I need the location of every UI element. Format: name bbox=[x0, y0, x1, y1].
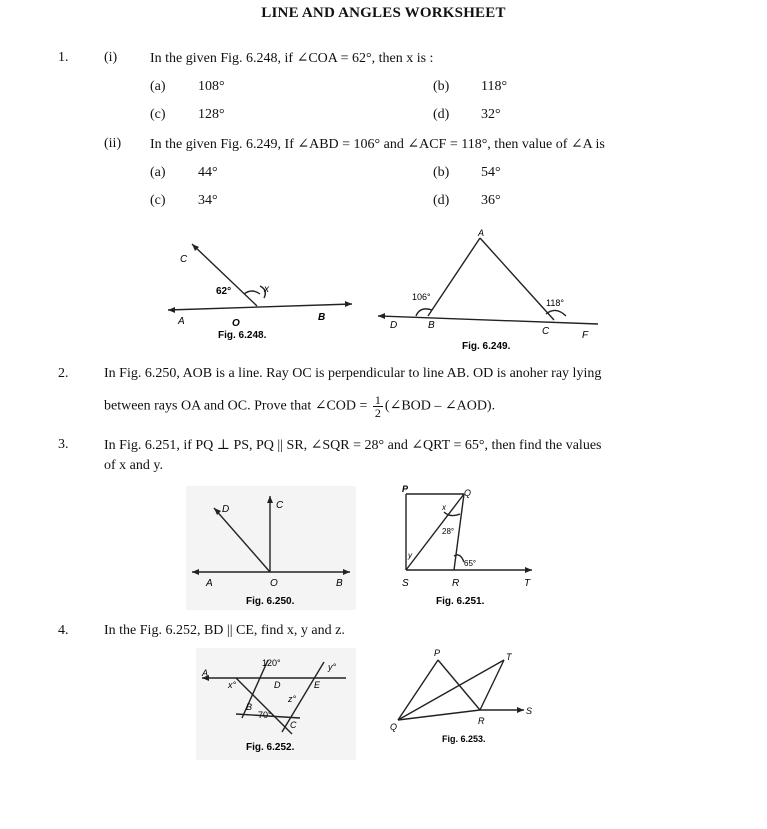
point-c-label: C bbox=[290, 720, 297, 730]
point-o-label: O bbox=[270, 578, 278, 589]
angle-28-label: 28° bbox=[442, 527, 455, 536]
point-f-label: F bbox=[582, 330, 589, 341]
option-label: (c) bbox=[150, 193, 166, 208]
point-c-label: C bbox=[542, 326, 550, 337]
angle-120-label: 120° bbox=[262, 658, 281, 668]
page-title: LINE AND ANGLES WORKSHEET bbox=[261, 5, 506, 21]
q1-part-i-text: In the given Fig. 6.248, if ∠COA = 62°, then x is : bbox=[150, 51, 434, 66]
option-label: (b) bbox=[433, 79, 450, 94]
point-b-label: B bbox=[246, 702, 253, 712]
point-s-label: S bbox=[402, 578, 409, 589]
angle-70-label: 70° bbox=[258, 710, 272, 720]
q3-line2: of x and y. bbox=[104, 458, 163, 473]
angle-x-label: x° bbox=[228, 680, 237, 690]
q1-number: 1. bbox=[58, 50, 69, 65]
q1-part-i-label: (i) bbox=[104, 50, 118, 65]
point-s-label: S bbox=[526, 706, 533, 716]
q2-line2-tail: (∠BOD – ∠AOD). bbox=[384, 398, 496, 414]
q1-part-ii-text: In the given Fig. 6.249, If ∠ABD = 106° and ∠ACF = 118°, then value of ∠A is bbox=[150, 137, 605, 152]
point-d-label: D bbox=[390, 320, 398, 331]
point-d-label: D bbox=[222, 504, 230, 515]
q4-number: 4. bbox=[58, 623, 69, 638]
arrow-right-icon bbox=[525, 567, 532, 573]
angle-62-label: 62° bbox=[216, 286, 232, 297]
point-e-label: E bbox=[314, 680, 321, 690]
point-a-label: A bbox=[206, 578, 213, 589]
point-q-label: Q bbox=[464, 488, 472, 498]
option-label: (b) bbox=[433, 165, 450, 180]
figure-caption: Fig. 6.249. bbox=[462, 341, 511, 352]
q2-line2 bbox=[104, 394, 495, 419]
point-b-label: B bbox=[336, 578, 343, 589]
option-value: 36° bbox=[481, 193, 501, 208]
option-value: 34° bbox=[198, 193, 218, 208]
point-a-label: A bbox=[202, 668, 209, 678]
angle-118-label: 118° bbox=[546, 298, 564, 308]
angle-y-label: y° bbox=[328, 662, 337, 672]
point-b-label: B bbox=[318, 312, 326, 323]
angle-y-label: y bbox=[408, 551, 412, 560]
figure-6-253 bbox=[384, 648, 540, 758]
point-r-label: R bbox=[478, 716, 485, 726]
option-label: (c) bbox=[150, 107, 166, 122]
point-t-label: T bbox=[506, 652, 512, 662]
option-label: (d) bbox=[433, 193, 450, 208]
option-label: (a) bbox=[150, 79, 166, 94]
option-value: 32° bbox=[481, 107, 501, 122]
arrow-right-icon bbox=[517, 707, 524, 713]
figure-6-251 bbox=[394, 482, 550, 612]
q2-line1: In Fig. 6.250, AOB is a line. Ray OC is perpendicular to line AB. OD is anoher ray lying bbox=[104, 366, 602, 381]
point-a-label: A bbox=[478, 228, 485, 238]
fraction bbox=[373, 394, 383, 419]
figure-caption: Fig. 6.253. bbox=[442, 734, 486, 744]
figure-6-252 bbox=[196, 648, 356, 760]
point-p-label: P bbox=[434, 648, 441, 658]
point-r-label: R bbox=[452, 578, 460, 589]
figure-6-248 bbox=[160, 232, 360, 347]
arrow-left-icon bbox=[168, 307, 175, 313]
option-value: 128° bbox=[198, 107, 225, 122]
arrow-left-icon bbox=[378, 313, 385, 319]
point-c-label: C bbox=[180, 254, 188, 265]
fraction-denominator: 2 bbox=[374, 406, 381, 420]
point-o-label: O bbox=[232, 318, 240, 329]
arrow-right-icon bbox=[345, 301, 352, 307]
figure-background bbox=[186, 486, 356, 610]
option-value: 118° bbox=[481, 79, 508, 94]
q4-text: In the Fig. 6.252, BD || CE, find x, y and z. bbox=[104, 623, 345, 638]
point-p-label: P bbox=[402, 484, 409, 494]
q3-line1: In Fig. 6.251, if PQ ⊥ PS, PQ || SR, ∠SQR = 28° and ∠QRT = 65°, then find the values bbox=[104, 438, 602, 453]
point-q-label: Q bbox=[390, 722, 398, 732]
point-a-label: A bbox=[178, 316, 185, 327]
point-c-label: C bbox=[276, 500, 284, 511]
figure-6-250 bbox=[186, 486, 356, 610]
q3-number: 3. bbox=[58, 437, 69, 452]
figure-caption: Fig. 6.248. bbox=[218, 330, 267, 341]
point-d-label: D bbox=[274, 680, 281, 690]
q2-number: 2. bbox=[58, 366, 69, 381]
figure-caption: Fig. 6.250. bbox=[246, 596, 295, 607]
q2-line2-text: between rays OA and OC. Prove that ∠COD = bbox=[104, 398, 368, 414]
option-value: 54° bbox=[481, 165, 501, 180]
angle-z-label: z° bbox=[288, 694, 297, 704]
angle-x-label: x bbox=[264, 284, 269, 295]
option-label: (a) bbox=[150, 165, 166, 180]
fraction-numerator: 1 bbox=[374, 393, 381, 407]
point-t-label: T bbox=[524, 578, 531, 589]
option-value: 44° bbox=[198, 165, 218, 180]
q1-part-ii-label: (ii) bbox=[104, 136, 122, 151]
figure-caption: Fig. 6.252. bbox=[246, 742, 295, 753]
point-b-label: B bbox=[428, 320, 435, 331]
angle-65-label: 65° bbox=[464, 559, 477, 568]
figure-6-249 bbox=[370, 226, 610, 356]
option-value: 108° bbox=[198, 79, 225, 94]
option-label: (d) bbox=[433, 107, 450, 122]
figure-caption: Fig. 6.251. bbox=[436, 596, 485, 607]
angle-x-label: x bbox=[442, 503, 446, 512]
angle-106-label: 106° bbox=[412, 292, 431, 302]
